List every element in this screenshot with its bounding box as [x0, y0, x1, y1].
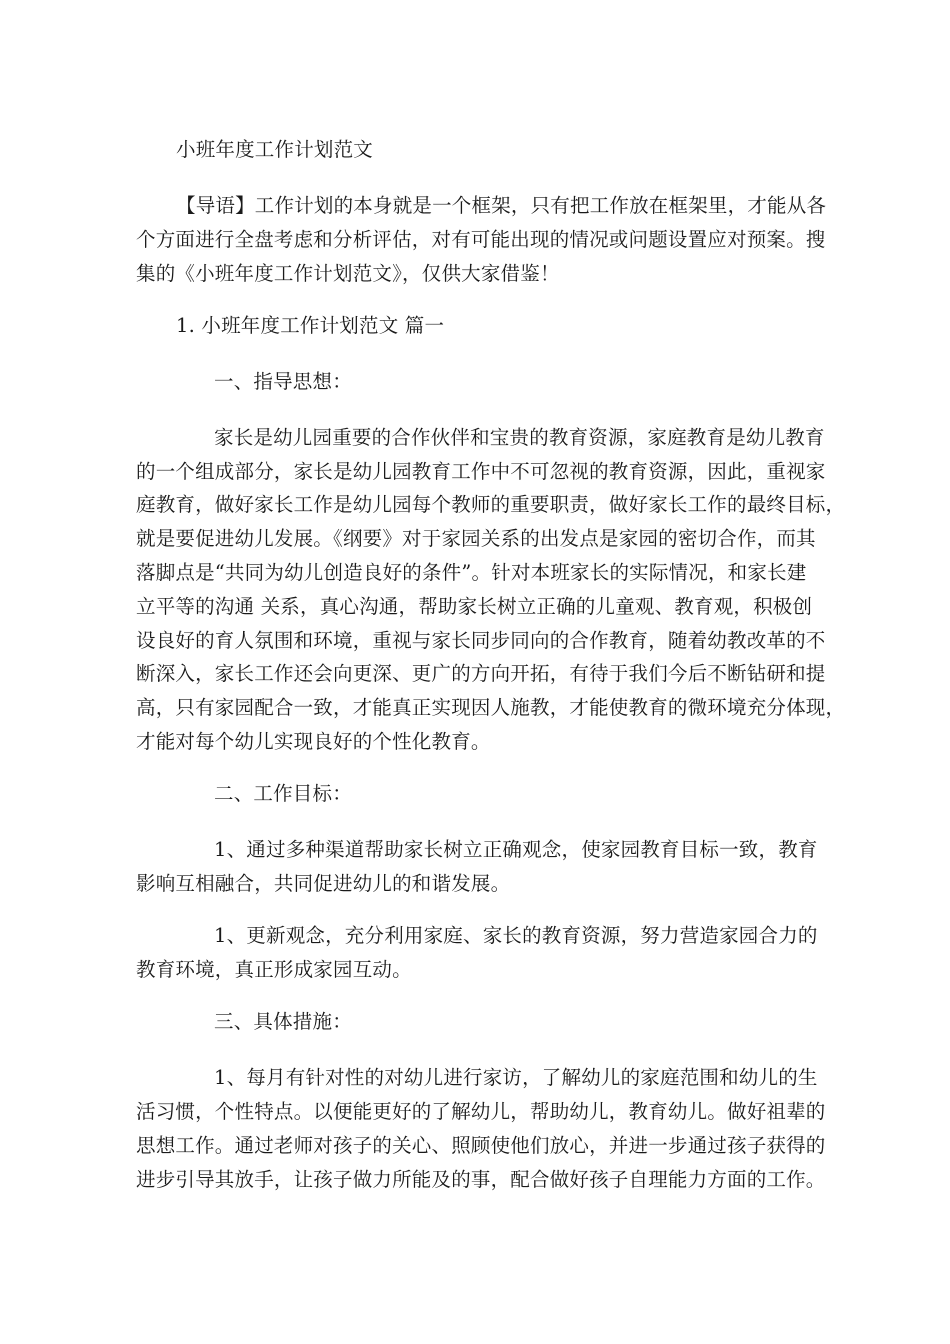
paragraph-line: 家长是幼儿园重要的合作伙伴和宝贵的教育资源，家庭教育是幼儿教育	[214, 426, 825, 449]
paragraph-line: 才能对每个幼儿实现良好的个性化教育。	[136, 730, 491, 753]
paragraph-line: 1、更新观念，充分利用家庭、家长的教育资源，努力营造家园合力的	[214, 924, 818, 947]
intro-line: 个方面进行全盘考虑和分析评估，对有可能出现的情况或问题设置应对预案。搜	[136, 228, 826, 251]
paragraph-line: 庭教育，做好家长工作是幼儿园每个教师的重要职责，做好家长工作的最终目标，	[136, 493, 846, 516]
intro-line: 集的《小班年度工作计划范文》，仅供大家借鉴！	[136, 262, 560, 285]
paragraph-line: 就是要促进幼儿发展。《纲要》对于家园关系的出发点是家园的密切合作，而其	[136, 527, 816, 550]
paragraph-line: 活习惯，个性特点。以便能更好的了解幼儿，帮助幼儿，教育幼儿。做好祖辈的	[136, 1100, 826, 1123]
paragraph-line: 立平等的沟通 关系，真心沟通，帮助家长树立正确的儿童观、教育观，积极创	[136, 595, 813, 618]
paragraph-line: 断深入，家长工作还会向更深、更广的方向开拓，有待于我们今后不断钻研和提	[136, 662, 826, 685]
paragraph-line: 落脚点是“共同为幼儿创造良好的条件”。针对本班家长的实际情况，和家长建	[136, 561, 807, 584]
document-title: 小班年度工作计划范文	[176, 138, 374, 161]
paragraph-line: 教育环境，真正形成家园互动。	[136, 958, 412, 981]
section-heading: 1. 小班年度工作计划范文 篇一	[176, 314, 445, 337]
paragraph-line: 高，只有家园配合一致，才能真正实现因人施教，才能使教育的微环境充分体现，	[136, 696, 846, 719]
intro-line: 【导语】工作计划的本身就是一个框架，只有把工作放在框架里，才能从各	[176, 194, 827, 217]
part2-heading: 二、工作目标：	[214, 782, 352, 805]
part1-heading: 一、指导思想：	[214, 370, 352, 393]
paragraph-line: 设良好的育人氛围和环境，重视与家长同步同向的合作教育，随着幼教改革的不	[136, 629, 826, 652]
paragraph-line: 思想工作。通过老师对孩子的关心、照顾使他们放心，并进一步通过孩子获得的	[136, 1134, 826, 1157]
paragraph-line: 1、通过多种渠道帮助家长树立正确观念，使家园教育目标一致，教育	[214, 838, 818, 861]
part3-heading: 三、具体措施：	[214, 1010, 352, 1033]
paragraph-line: 进步引导其放手，让孩子做力所能及的事，配合做好孩子自理能力方面的工作。	[136, 1168, 826, 1191]
paragraph-line: 1、每月有针对性的对幼儿进行家访，了解幼儿的家庭范围和幼儿的生	[214, 1066, 818, 1089]
paragraph-line: 影响互相融合，共同促进幼儿的和谐发展。	[136, 872, 511, 895]
paragraph-line: 的一个组成部分，家长是幼儿园教育工作中不可忽视的教育资源，因此，重视家	[136, 460, 826, 483]
